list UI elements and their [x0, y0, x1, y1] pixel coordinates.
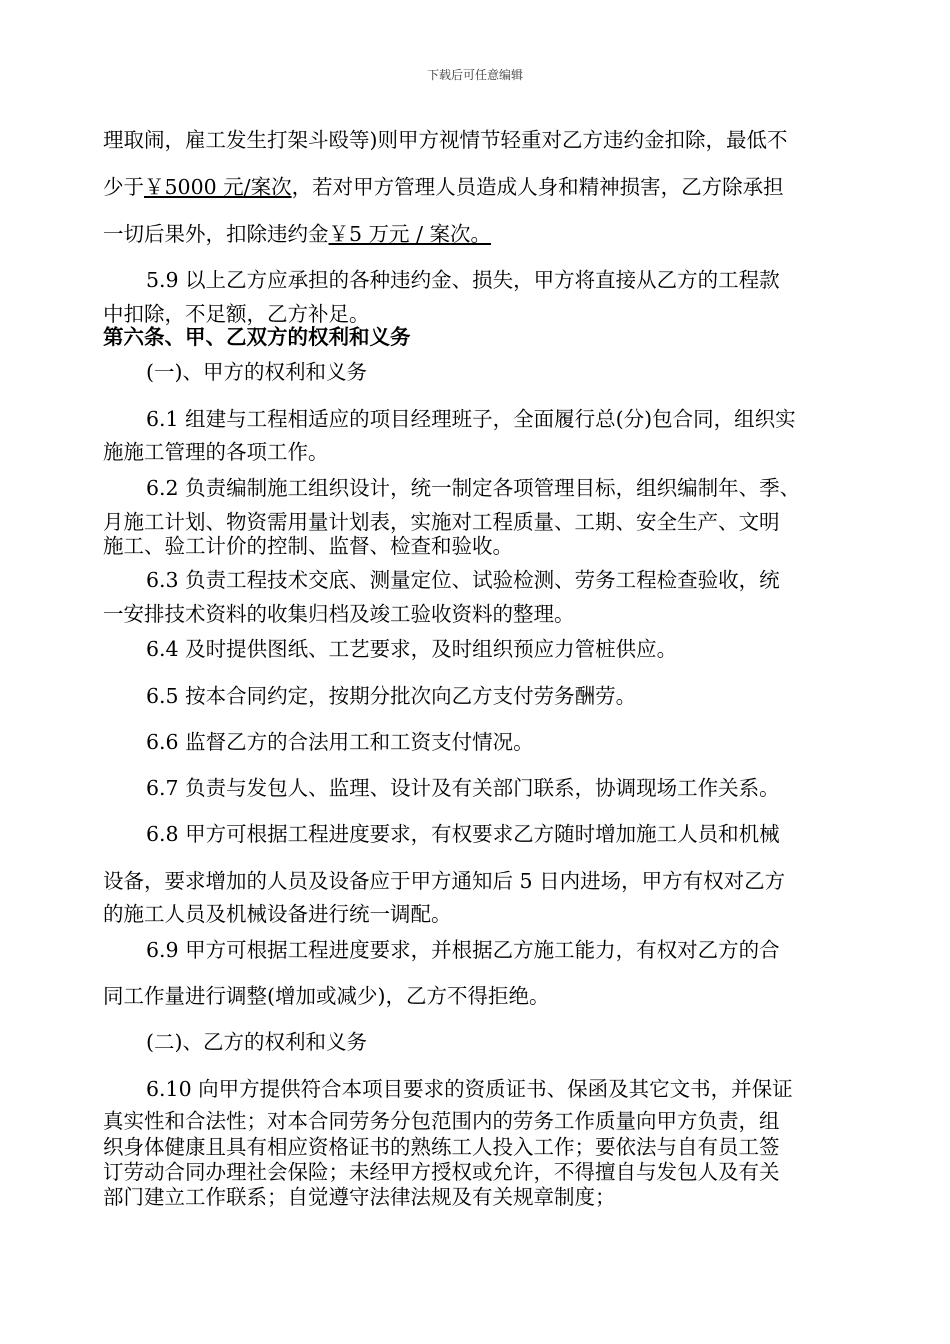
paragraph-6-5: 6.5 按本合同约定，按期分批次向乙方支付劳务酬劳。 [146, 684, 637, 708]
paragraph-6-2: 6.2 负责编制施工组织设计，统一制定各项管理目标，组织编制年、季、 [146, 476, 801, 500]
paragraph-6-4: 6.4 及时提供图纸、工艺要求，及时组织预应力管桩供应。 [146, 637, 678, 661]
paragraph-6-6: 6.6 监督乙方的合法用工和工资支付情况。 [146, 730, 534, 754]
text-line: 月施工计划、物资需用量计划表，实施对工程质量、工期、安全生产、文明 [103, 510, 780, 534]
underlined-amount: ￥5000 元/案次 [144, 175, 292, 199]
subsection-heading: (一)、甲方的权利和义务 [146, 360, 367, 384]
paragraph-6-7: 6.7 负责与发包人、监理、设计及有关部门联系，协调现场工作关系。 [146, 776, 780, 800]
paragraph-6-3: 6.3 负责工程技术交底、测量定位、试验检测、劳务工程检查验收，统 [146, 568, 780, 592]
paragraph-6-1: 6.1 组建与工程相适应的项目经理班子，全面履行总(分)包合同，组织实 [146, 407, 796, 431]
text-line: 织身体健康且具有相应资格证书的熟练工人投入工作；要依法与自有员工签 [103, 1135, 780, 1159]
text-line: 一切后果外，扣除违约金￥5 万元 / 案次。 [103, 222, 491, 246]
underlined-amount: ￥5 万元 / 案次。 [328, 222, 491, 246]
section-heading: 第六条、甲、乙双方的权利和义务 [103, 325, 411, 349]
subsection-heading: (二)、乙方的权利和义务 [146, 1030, 367, 1054]
paragraph-5-9: 5.9 以上乙方应承担的各种违约金、损失，甲方将直接从乙方的工程款 [146, 268, 780, 292]
text-line: 施施工管理的各项工作。 [103, 440, 329, 464]
text-line: 同工作量进行调整(增加或减少)，乙方不得拒绝。 [103, 984, 550, 1008]
text-line: 少于￥5000 元/案次，若对甲方管理人员造成人身和精神损害，乙方除承担 [103, 175, 784, 199]
page-header: 下载后可任意编辑 [426, 68, 523, 82]
text-line: 一安排技术资料的收集归档及竣工验收资料的整理。 [103, 602, 575, 626]
text-line: 中扣除，不足额，乙方补足。 [103, 302, 370, 326]
text-line: 施工、验工计价的控制、监督、检查和验收。 [103, 534, 513, 558]
text-line: 的施工人员及机械设备进行统一调配。 [103, 902, 452, 926]
paragraph-6-9: 6.9 甲方可根据工程进度要求，并根据乙方施工能力，有权对乙方的合 [146, 938, 780, 962]
paragraph-6-10: 6.10 向甲方提供符合本项目要求的资质证书、保函及其它文书，并保证 [146, 1077, 793, 1101]
text-line: 理取闹，雇工发生打架斗殴等)则甲方视情节轻重对乙方违约金扣除，最低不 [103, 128, 788, 152]
paragraph-6-8: 6.8 甲方可根据工程进度要求，有权要求乙方随时增加施工人员和机械 [146, 822, 780, 846]
text-line: 设备，要求增加的人员及设备应于甲方通知后 5 日内进场，甲方有权对乙方 [103, 869, 786, 893]
text-line: 部门建立工作联系；自觉遵守法律法规及有关规章制度； [103, 1185, 616, 1209]
text-line: 订劳动合同办理社会保险；未经甲方授权或允许，不得擅自与发包人及有关 [103, 1160, 780, 1184]
text-line: 真实性和合法性；对本合同劳务分包范围内的劳务工作质量向甲方负责，组 [103, 1109, 780, 1133]
